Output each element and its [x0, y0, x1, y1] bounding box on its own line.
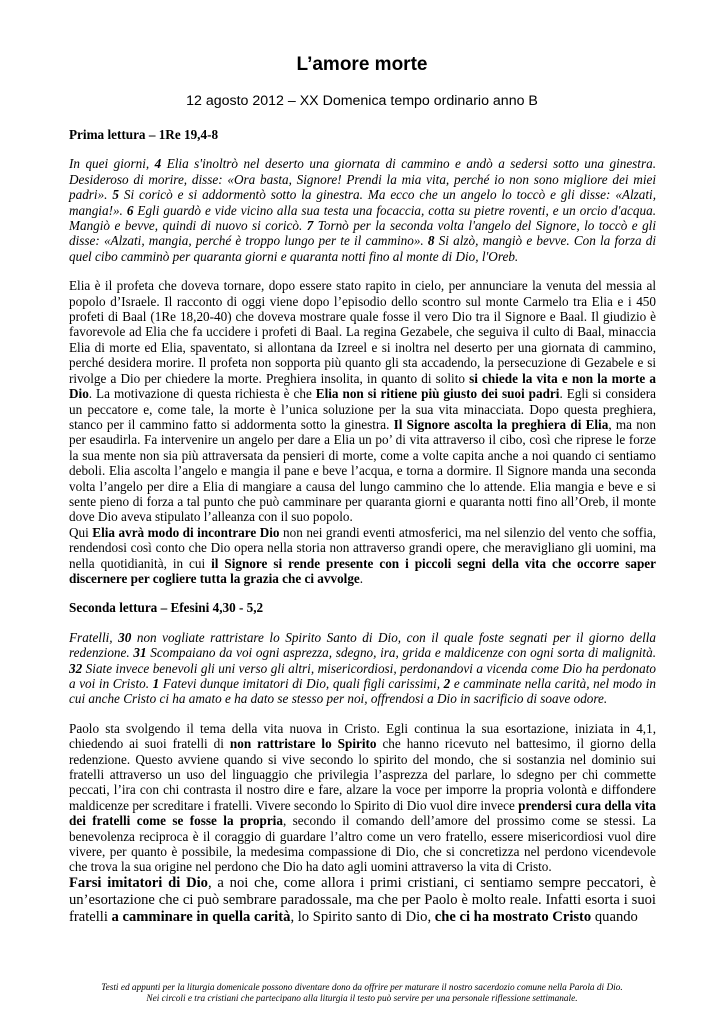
text-segment: Qui	[69, 524, 93, 540]
text-segment: , secondo il comando dell’amore del prossimo come se stessi. La benevolenza reciproca è il coraggio di guardare l’altro come un vero fratello, essere misericordiosi vuol dire vivere, per quanto è possibile, la medesima compassione di Dio, che si concretizza nel perdono vicendevole che trova la sua origine nel perdono che Dio ha dato agli uomini attraverso la vita di Cristo.	[69, 813, 657, 875]
bold-text-segment: 32	[69, 660, 83, 676]
bold-text-segment: Il Signore ascolta la preghiera di Elia	[393, 416, 609, 432]
bold-text-segment: 5	[112, 187, 119, 203]
bold-text-segment: non rattristare lo Spirito	[229, 736, 377, 752]
first-commentary-paragraph-2	[69, 525, 656, 587]
first-reading-text	[69, 156, 656, 264]
text-segment: Elia s'inoltrò nel deserto una giornata di cammino e andò a sedersi sotto una ginestra. Desideroso di morire, disse: «Ora basta, Signore! Prendi la mia vita, perché io non sono migliore dei miei padri».	[69, 156, 656, 203]
page-title: L’amore morte	[296, 54, 428, 75]
bold-text-segment: 6	[126, 202, 134, 218]
text-segment: Scompaiano da voi ogni asprezza, sdegno, ira, grida e maldicenze con ogni sorta di malignità.	[146, 645, 656, 661]
text-segment: Tornò per la seconda volta l'angelo del Signore, lo toccò e gli disse: «Alzati, mangia, perché è troppo lungo per te il cammino».	[69, 218, 656, 249]
bold-text-segment: Farsi imitatori di Dio	[69, 874, 208, 891]
text-segment: non nei grandi eventi atmosferici, ma nel silenzio del vento che soffia, rendendosi così conto che Dio opera nella storia non attraverso grandi opere, che meravigliano gli uomini, ma nella quotidianità, in cui	[69, 524, 657, 571]
first-commentary-paragraph	[69, 278, 656, 525]
footer-line-1: Testi ed appunti per la liturgia domenicale possono diventare dono da offrire per maturare il nostro sacerdozio comune nella Parola di Dio.	[101, 983, 623, 993]
second-reading-heading: Seconda lettura – Efesini 4,30 - 5,2	[69, 600, 264, 616]
second-commentary-paragraph-2	[69, 875, 656, 926]
bold-text-segment: 30	[118, 629, 132, 645]
second-reading-text	[69, 630, 656, 707]
page-footer	[0, 983, 724, 1005]
bold-text-segment: 8	[427, 233, 435, 249]
bold-text-segment: Elia avrà modo di incontrare Dio	[92, 524, 280, 540]
text-segment: Siate invece benevoli gli uni verso gli altri, misericordiosi, perdonandovi a vicenda come Dio ha perdonato a voi in Cristo.	[69, 660, 656, 691]
text-segment: .	[359, 570, 364, 586]
bold-text-segment: 2	[443, 676, 451, 691]
bold-text-segment: 7	[306, 218, 314, 234]
text-segment: , a noi che, come allora i primi cristiani, ci sentiamo sempre peccatori, è un’esortazione che ci può sembrare paradossale, ma che per Paolo è molto reale. Infatti esorta i suoi fratelli	[69, 874, 657, 925]
text-segment: Fatevi dunque imitatori di Dio, quali figli carissimi,	[159, 676, 444, 691]
text-segment: Si alzò, mangiò e bevve. Con la forza di quel cibo camminò per quaranta giorni e quaranta notti fino al monte di Dio, l'Oreb.	[69, 233, 656, 264]
text-segment: non vogliate rattristare lo Spirito Santo di Dio, con il quale foste segnati per il giorno della redenzione.	[69, 629, 656, 661]
text-segment: , lo Spirito santo di Dio,	[290, 908, 435, 925]
page-subtitle: 12 agosto 2012 – XX Domenica tempo ordinario anno B	[186, 93, 538, 109]
bold-text-segment: che ci ha mostrato Cristo	[434, 908, 592, 925]
first-reading-heading: Prima lettura – 1Re 19,4-8	[69, 127, 219, 142]
text-segment: In quei giorni,	[69, 156, 155, 172]
document-body	[69, 121, 656, 926]
bold-text-segment: a camminare in quella carità	[111, 908, 291, 925]
text-segment: Elia è il profeta che doveva tornare, dopo essere stato rapito in cielo, per annunciare la venuta del messia al popolo d’Israele. Il racconto di oggi viene dopo l’episodio dello scontro sul monte Carmelo tra Elia e i 450 profeti di Baal (1Re 18,20-40) che doveva mostrare quale fosse il vero Dio tra il Signore e Baal. Il giudizio è favorevole ad Elia che fa uccidere i profeti di Baal. La regina Gezabele, che seguiva il culto di Baal, minaccia Elia di morte ed Elia, spaventato, si allontana da Izreel e si inoltra nel deserto per una giornata di cammino, perché desidera morire. Il profeta non sopporta più quanto gli sta accadendo, la persecuzione di Gezabele e si rivolge a Dio per chiedere la morte. Preghiera insolita, in quanto di solito	[69, 278, 656, 386]
bold-text-segment: 4	[154, 156, 162, 172]
bold-text-segment: si chiede la vita e non la morte a Dio	[69, 370, 656, 402]
text-segment: quando	[591, 908, 638, 925]
second-commentary-paragraph	[69, 721, 656, 875]
text-segment: . La motivazione di questa richiesta è che	[88, 386, 316, 402]
bold-text-segment: prendersi cura della vita dei fratelli come se fosse la propria	[69, 797, 656, 829]
bold-text-segment: Elia non si ritiene più giusto dei suoi padri	[315, 386, 560, 402]
text-segment: Paolo sta svolgendo il tema della vita nuova in Cristo. Egli continua la sua esortazione, iniziata in 4,1, chiedendo ai suoi fratelli di	[69, 720, 656, 752]
bold-text-segment: 31	[133, 645, 147, 661]
text-segment: e camminate nella carità, nel modo in cui anche Cristo ci ha amato e ha dato se stesso per noi, offrendosi a Dio in sacrificio di soave odore.	[69, 676, 656, 707]
footer-line-2: Nei circoli e tra cristiani che partecipano alla liturgia il testo può servire per una personale riflessione settimanale.	[146, 994, 578, 1004]
text-segment: Si coricò e si addormentò sotto la ginestra. Ma ecco che un angelo lo toccò e gli disse: «Alzati, mangia!».	[69, 187, 656, 218]
text-segment: Egli guardò e vide vicino alla sua testa una focaccia, cotta su pietre roventi, e un orcio d'acqua. Mangiò e bevve, quindi di nuovo si coricò.	[69, 202, 656, 234]
text-segment: Fratelli,	[69, 629, 119, 645]
text-segment: . Egli si considera un peccatore e, come tale, la morte è l’unica soluzione per la sua vita minacciata. Dopo questa preghiera, stanco per il cammino fatto si addormenta sotto la ginestra.	[69, 386, 656, 432]
bold-text-segment: 1	[152, 676, 160, 691]
bold-text-segment: il Signore si rende presente con i piccoli segni della vita che occorre saper discernere per cogliere tutta la grazia che ci avvolge	[69, 555, 656, 586]
text-segment: , ma non per esaudirla. Fa intervenire un angelo per dare a Elia un po’ di vita attraverso il cibo, così che riprese le forze la sua mente non sia più attraversata da pensieri di morte, come a volte capita anche a noi quando ci sentiamo deboli. Elia ascolta l’angelo e mangia il pane e beve l’acqua, e torna a dormire. Il Signore manda una seconda volta l’angelo per dire a Elia di mangiare a causa del lungo cammino che lo attende. Elia mangia e beve e si sente pieno di forza a tal punto che può camminare per quaranta giorni e quaranta notti fino all’Oreb, il monte dove Dio aveva stipulato l’alleanza con il suo popolo.	[69, 416, 656, 525]
text-segment: che hanno ricevuto nel battesimo, il giorno della redenzione. Questo avviene quando si vive secondo lo spirito del mondo, che si sostanzia nel dominio sui fratelli attraverso un uso del linguaggio che privilegia l’asprezza del parlare, lo sdegno per chi commette peccati, l’ira con chi contrasta il nostro dire e fare, alzare la voce per imporre la propria volontà e diffondere maldicenze per screditare i fratelli. Vivere secondo lo Spirito di Dio vuol dire invece	[69, 736, 656, 813]
